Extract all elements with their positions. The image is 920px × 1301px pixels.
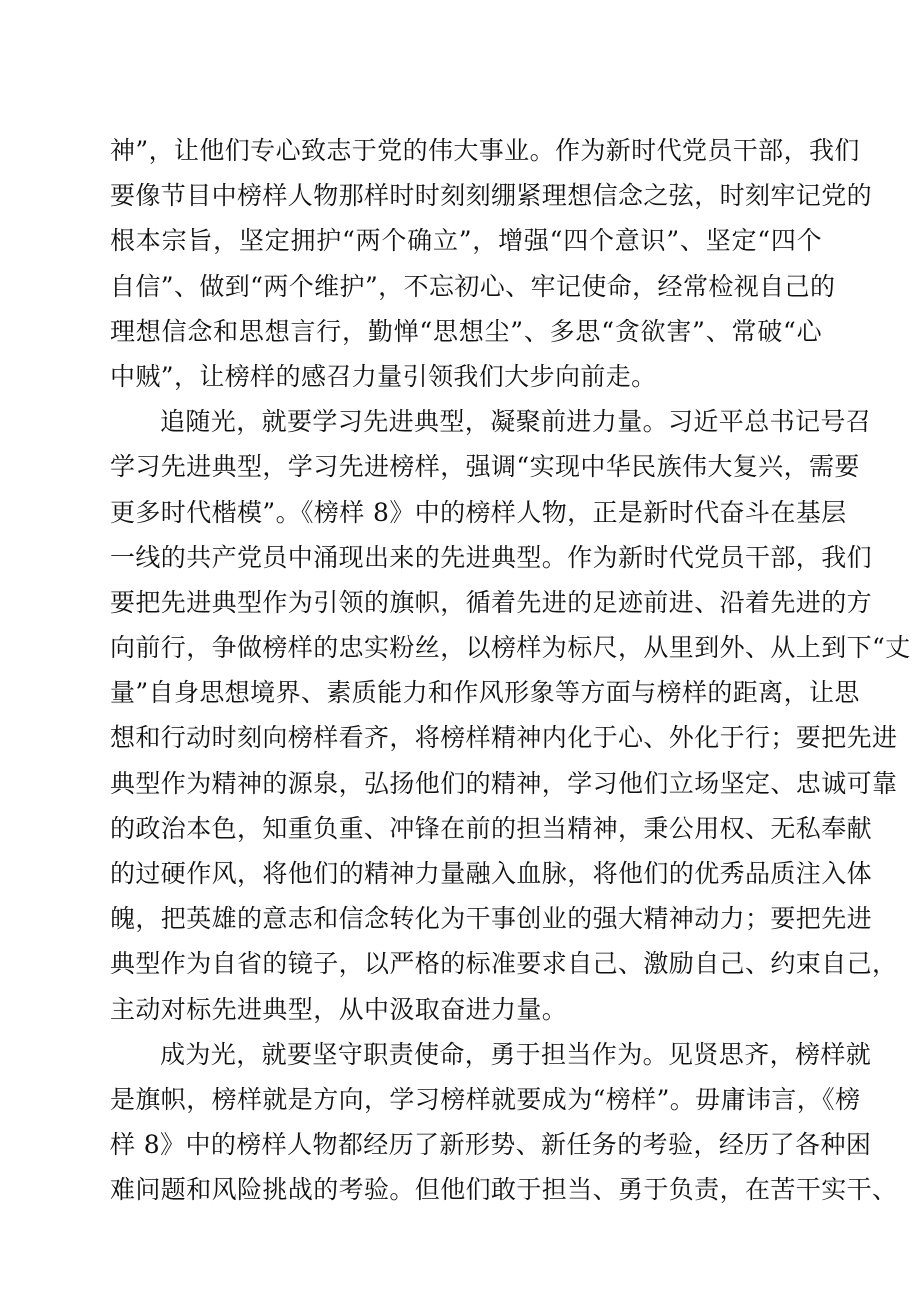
paragraph-1	[110, 128, 873, 399]
text-line: 根本宗旨，坚定拥护“两个确立”，增强“四个意识”、坚定“四个	[110, 226, 822, 256]
text-line: 典型作为精神的源泉，弘扬他们的精神，学习他们立场坚定、忠诚可靠	[110, 768, 898, 798]
text-line: 更多时代楷模”。《榜样 8》中的榜样人物，正是新时代奋斗在基层	[110, 497, 847, 527]
text-line: 的政治本色，知重负重、冲锋在前的担当精神，秉公用权、无私奉献	[110, 813, 873, 843]
text-line: 成为光，就要坚守职责使命，勇于担当作为。见贤思齐，榜样就	[160, 1039, 872, 1069]
text-line: 学习先进典型，学习先进榜样，强调“实现中华民族伟大复兴，需要	[110, 452, 860, 482]
text-line: 是旗帜，榜样就是方向，学习榜样就要成为“榜样”。毋庸讳言，《榜	[110, 1084, 861, 1114]
text-line: 自信”、做到“两个维护”，不忘初心、牢记使命，经常检视自己的	[110, 271, 836, 301]
text-line: 量”自身思想境界、素质能力和作风形象等方面与榜样的距离，让思	[110, 678, 860, 708]
text-line: 样 8》中的榜样人物都经历了新形势、新任务的考验，经历了各种困	[110, 1130, 872, 1160]
text-line: 中贼”，让榜样的感召力量引领我们大步向前走。	[110, 361, 657, 391]
text-line: 难问题和风险挑战的考验。但他们敢于担当、勇于负责，在苦干实干、	[110, 1175, 898, 1205]
text-line: 要像节目中榜样人物那样时时刻刻绷紧理想信念之弦，时刻牢记党的	[110, 181, 873, 211]
text-line: 想和行动时刻向榜样看齐，将榜样精神内化于心、外化于行；要把先进	[110, 723, 898, 753]
text-line: 向前行，争做榜样的忠实粉丝，以榜样为标尺，从里到外、从上到下“丈	[110, 633, 911, 663]
text-line: 神”，让他们专心致志于党的伟大事业。作为新时代党员干部，我们	[110, 136, 860, 165]
paragraph-2	[110, 399, 911, 1032]
text-line: 魄，把英雄的意志和信念转化为干事创业的强大精神动力；要把先进	[110, 904, 873, 934]
text-line: 追随光，就要学习先进典型，凝聚前进力量。习近平总书记号召	[160, 407, 872, 437]
text-line: 典型作为自省的镜子，以严格的标准要求自己、激励自己、约束自己，	[110, 949, 898, 979]
paragraph-3	[110, 1032, 898, 1213]
text-line: 理想信念和思想言行，勤惮“思想尘”、多思“贪欲害”、常破“心	[110, 316, 822, 346]
document-body	[110, 128, 911, 1213]
text-line: 要把先进典型作为引领的旗帜，循着先进的足迹前进、沿着先进的方	[110, 587, 873, 617]
text-line: 的过硬作风，将他们的精神力量融入血脉，将他们的优秀品质注入体	[110, 859, 873, 888]
text-line: 一线的共产党员中涌现出来的先进典型。作为新时代党员干部，我们	[110, 542, 873, 572]
text-line: 主动对标先进典型，从中汲取奋进力量。	[110, 994, 568, 1024]
